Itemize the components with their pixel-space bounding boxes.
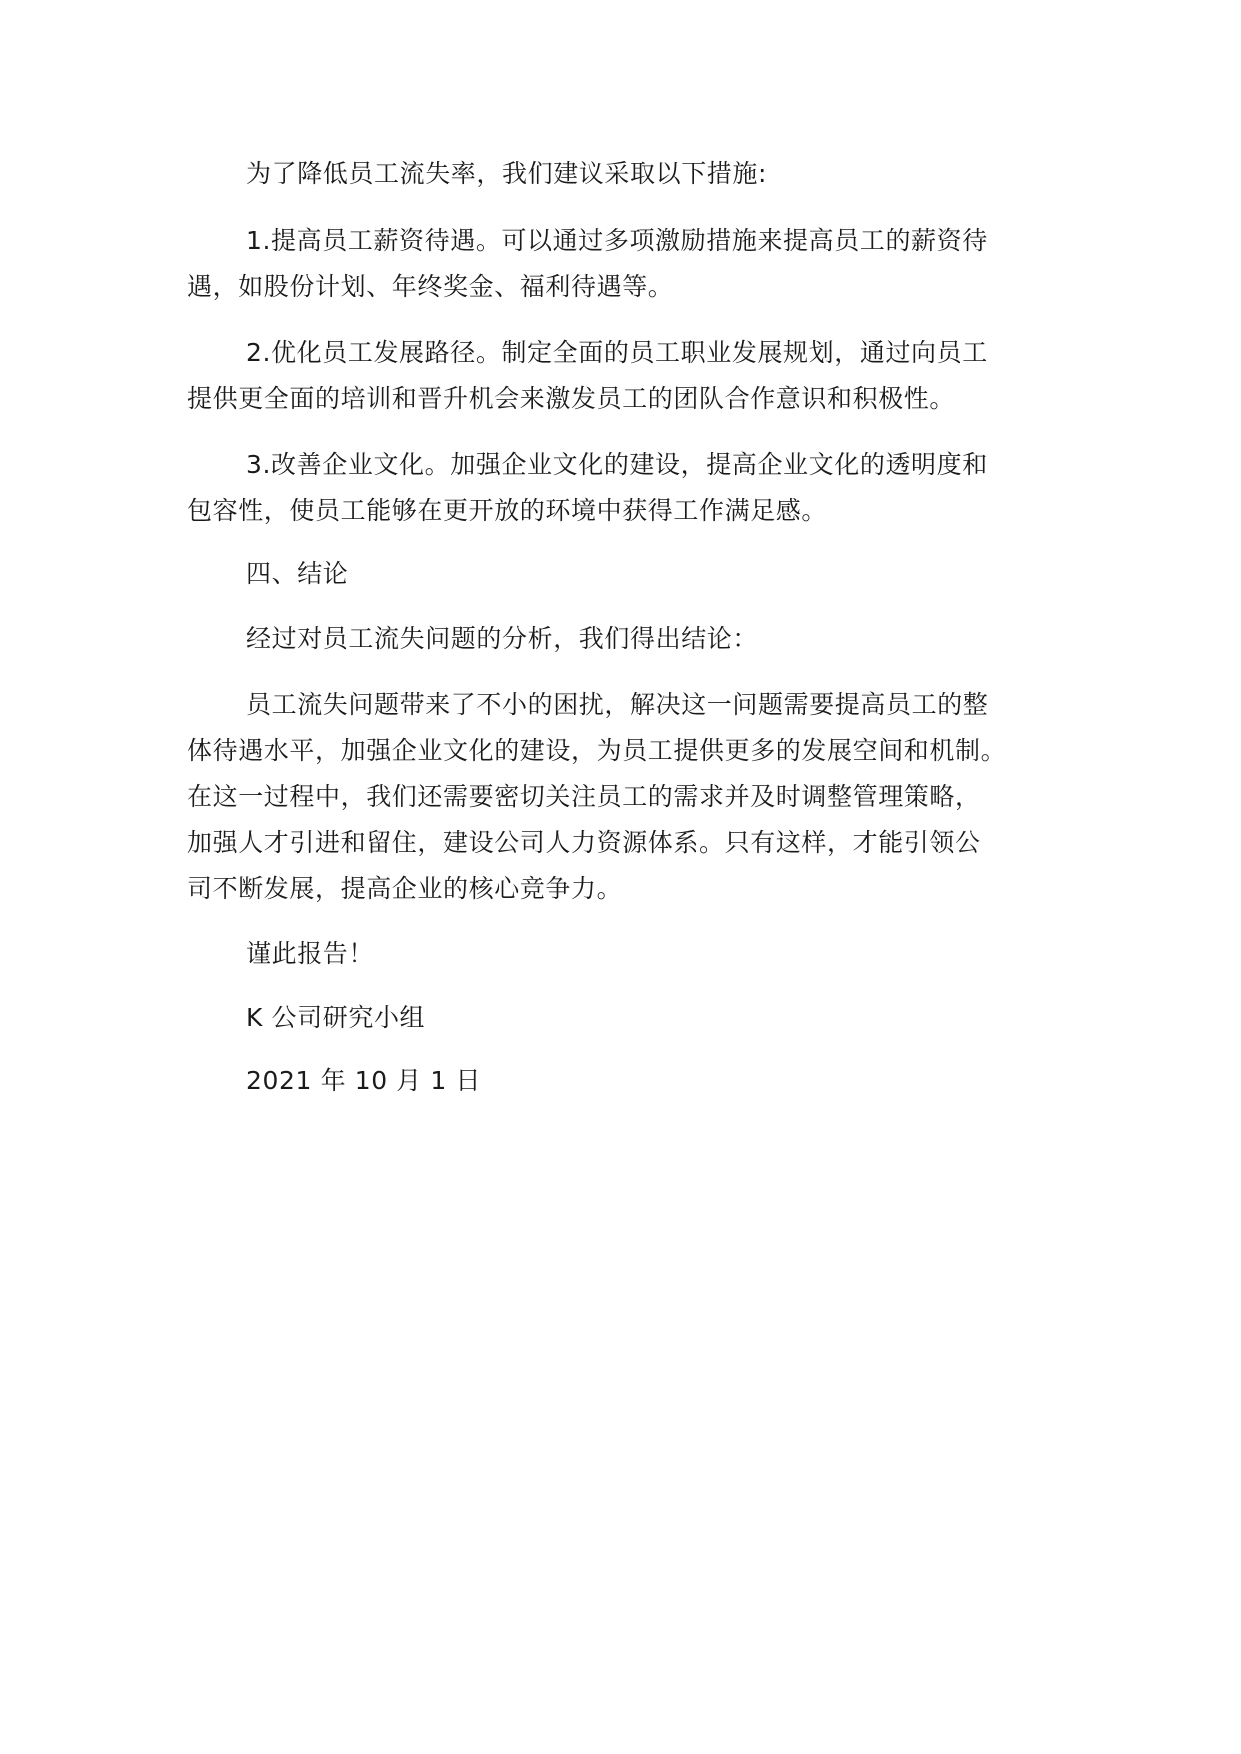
measure-2-line-1: 2.优化员工发展路径。制定全面的员工职业发展规划，通过向员工 [246, 338, 988, 367]
measure-3-line-1: 3.改善企业文化。加强企业文化的建设，提高企业文化的透明度和 [246, 450, 988, 479]
intro-paragraph: 为了降低员工流失率，我们建议采取以下措施: [246, 159, 768, 188]
measure-3-line-2: 包容性，使员工能够在更开放的环境中获得工作满足感。 [187, 496, 828, 525]
measure-1-line-2: 遇，如股份计划、年终奖金、福利待遇等。 [187, 272, 674, 301]
section-heading: 四、结论 [246, 559, 349, 588]
conclusion-line-3: 在这一过程中，我们还需要密切关注员工的需求并及时调整管理策略， [187, 782, 981, 811]
measure-1-line-1: 1.提高员工薪资待遇。可以通过多项激励措施来提高员工的薪资待 [246, 226, 988, 255]
conclusion-line-4: 加强人才引进和留住，建设公司人力资源体系。只有这样，才能引领公 [187, 828, 981, 857]
conclusion-intro: 经过对员工流失问题的分析，我们得出结论： [246, 624, 759, 653]
measure-2-line-2: 提供更全面的培训和晋升机会来激发员工的团队合作意识和积极性。 [187, 384, 956, 413]
signature-line: K 公司研究小组 [246, 1003, 426, 1032]
conclusion-line-5: 司不断发展，提高企业的核心竞争力。 [187, 874, 623, 903]
conclusion-line-2: 体待遇水平，加强企业文化的建设，为员工提供更多的发展空间和机制。 [187, 736, 1007, 765]
date-line: 2021 年 10 月 1 日 [246, 1066, 482, 1095]
closing-line: 谨此报告！ [246, 939, 375, 968]
conclusion-line-1: 员工流失问题带来了不小的困扰，解决这一问题需要提高员工的整 [246, 690, 989, 719]
